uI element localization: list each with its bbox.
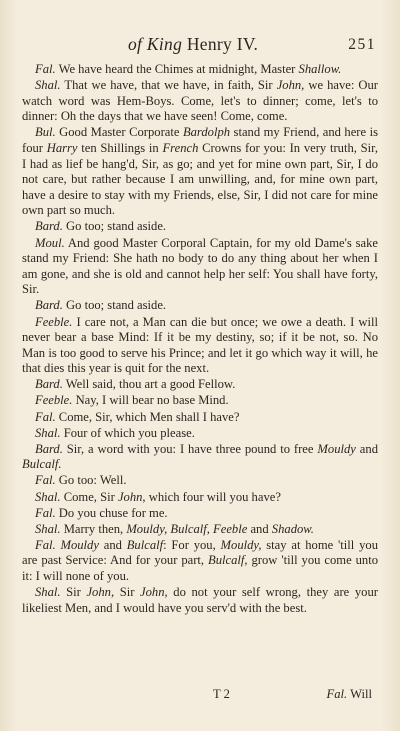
speaker-name: Shal. [35,585,61,600]
italic-text: John, [276,78,305,93]
speech-text: which four will you have? [145,489,281,504]
speech [22,62,378,78]
speech-text: Go too; stand aside. [66,219,167,234]
speech-text: ten Shillings in [77,140,163,155]
running-header [0,34,400,58]
running-title [128,34,258,55]
italic-text: John, [117,489,146,504]
speech-text: Nay, I will bear no base Mind. [75,393,229,408]
speech [22,522,378,538]
catchword [327,687,372,702]
italic-text: Mouldy [60,537,99,552]
speaker-name: Bard. [35,219,63,234]
page-number: 251 [348,36,376,53]
speech [22,393,378,409]
speech-text: do not your self wrong, they are your likeliest Men, and I would have you serv'd with the best. [22,585,378,615]
running-title-roman: Henry IV. [186,34,259,54]
speech-text: That we have, that we have, in faith, Sir [64,78,277,93]
speech [22,442,378,473]
catchword-word: Will [350,687,372,701]
speech-text: we have: Our watch word was Hem-Boys. Come, let's to dinner; come, let's to dinner: Oh the days that we have seen! Come, come. [22,78,379,124]
speech-text: and [98,537,127,552]
speaker-name: Shal. [35,521,61,536]
speech-text: Sir [66,585,87,600]
speech-text: Go too: Well. [58,473,127,488]
speech [22,585,378,616]
speech-text: Marry then, [63,521,127,536]
speaker-name: Shal. [35,425,61,440]
speech [22,125,378,219]
italic-text: Bulcalf [126,537,164,552]
speech-text: stay at home 'till you are past Service: And for your part, [22,537,378,568]
speech-text: Come, Sir [63,489,118,504]
italic-text: Harry [46,140,78,155]
italic-text: Shadow. [271,521,314,536]
speech-text: Do you chuse for me. [58,505,168,520]
speech-text: and [247,521,272,536]
speech-text: Well said, thou art a good Fellow. [65,377,236,392]
speech-text: and [355,441,378,456]
speech [22,298,378,314]
speech [22,377,378,393]
speech [22,410,378,426]
speaker-name: Moul. [35,235,65,250]
speaker-name: Fal. [35,537,56,552]
speech-text: Sir, a word with you: I have three pound to free [66,441,318,456]
speech-text: I care not, a Man can die but once; we owe a death. I will never bear a base Mind: If it be my destiny, so; if it be not, so. No Man is too good to serve his Prince; and let it go which way it will, he that dies this year is quit for the next. [22,314,378,376]
speaker-name: Bul. [35,125,56,140]
speech-text: Go too; stand aside. [66,298,167,313]
speech-text: stand my Friend, and here is four [22,125,378,155]
speech-text: We have heard the Chimes at midnight, Master [58,62,299,76]
italic-text: John, [140,585,168,600]
speech-text: Sir [114,585,141,600]
italic-text: Bulcalf. [22,457,62,472]
italic-text: French [162,140,199,155]
speech [22,473,378,489]
speech [22,538,378,585]
speech [22,219,378,235]
speaker-name: Bard. [35,298,63,313]
speaker-name: Shal. [35,78,61,93]
speaker-name: Fal. [35,505,56,520]
speaker-name: Fal. [35,409,56,424]
signature-mark: T 2 [213,687,230,701]
page-footer [0,687,400,705]
speaker-name: Feeble. [35,314,73,329]
speech-text: Come, Sir, which Men shall I have? [58,409,240,424]
italic-text: Mouldy, Bulcalf, Feeble [126,521,248,536]
speech-text: grow 'till you come unto it: I will none of you. [22,553,378,583]
speaker-name: Fal. [35,62,56,76]
speech [22,236,378,298]
speech-text: Good Master Corporate [59,125,183,140]
speech [22,78,378,125]
speech [22,426,378,442]
speaker-name: Fal. [35,473,56,488]
italic-text: John, [86,585,115,600]
italic-text: Mouldy, [220,537,262,552]
speaker-name: Bard. [35,377,63,392]
speaker-name: Bard. [35,441,63,456]
speech [22,490,378,506]
italic-text: Bardolph [182,125,231,140]
speaker-name: Shal. [35,489,61,504]
speaker-name: Feeble. [35,393,73,408]
play-text [22,62,378,617]
italic-text: Bulcalf, [208,553,248,568]
speech-text: Crowns for you: In very truth, Sir, I had as lief be hang'd, Sir, as go; and yet for mine own part, Sir, I do not care, but rather because I am unwilling, and, for mine own part, have a desire to stay with my Friends, else, Sir, I did not care for mine own part so much. [22,140,378,218]
speech-text: Four of which you please. [63,425,195,440]
speech-text: And good Master Corporal Captain, for my old Dame's sake stand my Friend: She hath no body to do any thing about her when I am gone, and she is old and cannot help her self: You shall have forty, Sir. [22,235,378,297]
speech-text: : For you, [163,537,221,552]
catchword-speaker: Fal. [326,687,348,701]
speech [22,315,378,377]
running-title-italic: of King [128,34,183,54]
italic-text: Shallow. [298,62,342,76]
italic-text: Mouldy [317,441,356,456]
speech [22,506,378,522]
